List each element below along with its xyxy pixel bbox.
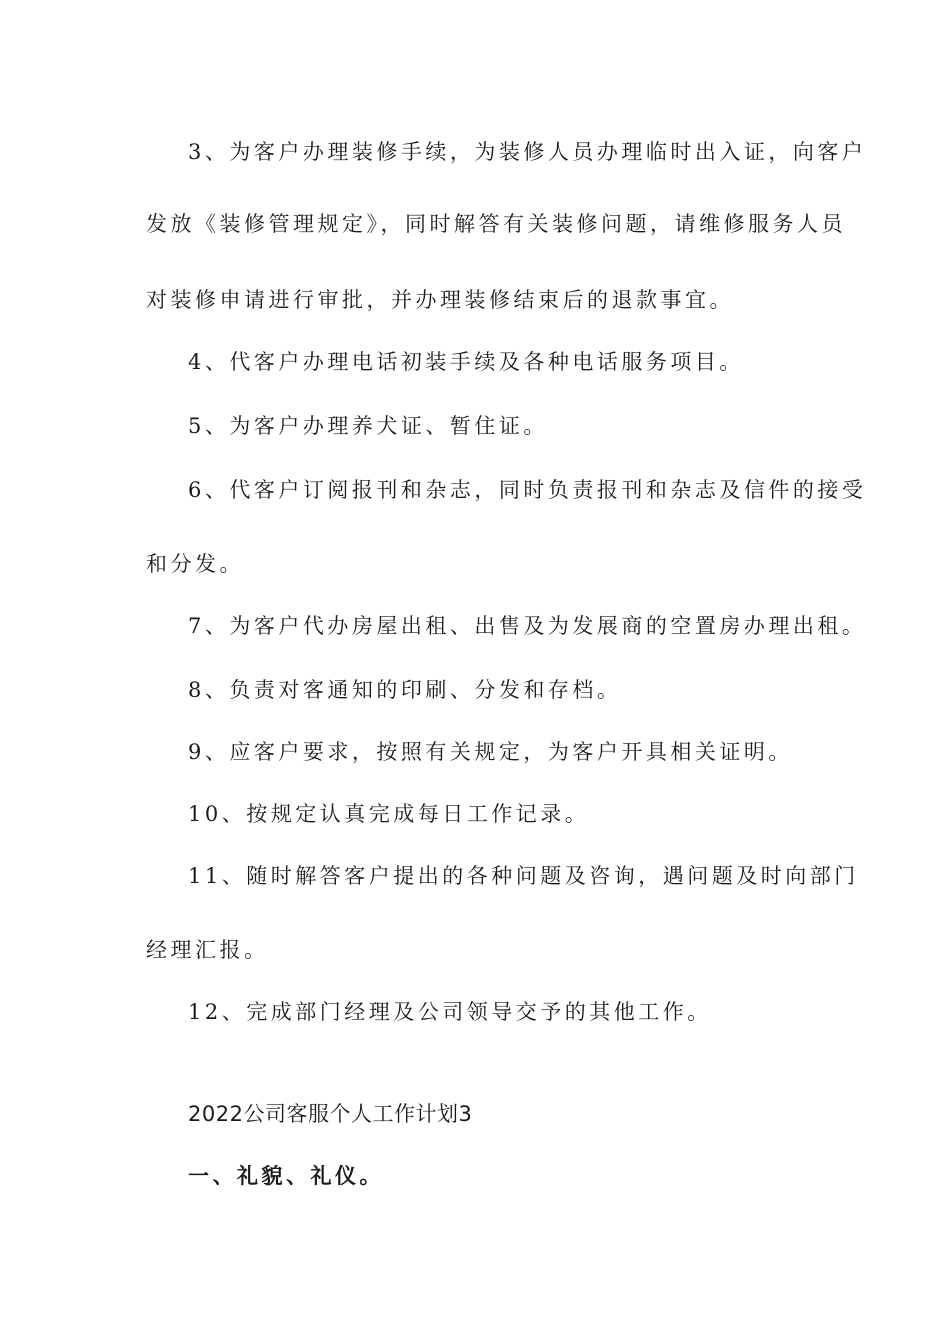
paragraph-item-3-line-2: 发放《装修管理规定》，同时解答有关装修问题，请维修服务人员: [146, 212, 846, 236]
paragraph-item-6-line-1: 6、代客户订阅报刊和杂志，同时负责报刊和杂志及信件的接受: [188, 478, 867, 502]
paragraph-item-3-line-1: 3、为客户办理装修手续，为装修人员办理临时出入证，向客户: [188, 140, 867, 164]
subsection-title: 一、礼貌、礼仪。: [188, 1164, 384, 1188]
paragraph-item-11-line-2: 经理汇报。: [146, 938, 269, 962]
paragraph-item-5: 5、为客户办理养犬证、暂住证。: [188, 414, 548, 438]
paragraph-item-12: 12、完成部门经理及公司领导交予的其他工作。: [188, 1000, 712, 1024]
paragraph-item-3-line-3: 对装修申请进行审批，并办理装修结束后的退款事宜。: [146, 288, 734, 312]
paragraph-item-6-line-2: 和分发。: [146, 552, 244, 576]
paragraph-item-11-line-1: 11、随时解答客户提出的各种问题及咨询，遇问题及时向部门: [188, 864, 859, 888]
paragraph-item-8: 8、负责对客通知的印刷、分发和存档。: [188, 678, 622, 702]
section-title: 2022公司客服个人工作计划3: [188, 1102, 473, 1126]
paragraph-item-10: 10、按规定认真完成每日工作记录。: [188, 802, 590, 826]
paragraph-item-4: 4、代客户办理电话初装手续及各种电话服务项目。: [188, 350, 744, 374]
paragraph-item-7: 7、为客户代办房屋出租、出售及为发展商的空置房办理出租。: [188, 614, 867, 638]
paragraph-item-9: 9、应客户要求，按照有关规定，为客户开具相关证明。: [188, 740, 793, 764]
